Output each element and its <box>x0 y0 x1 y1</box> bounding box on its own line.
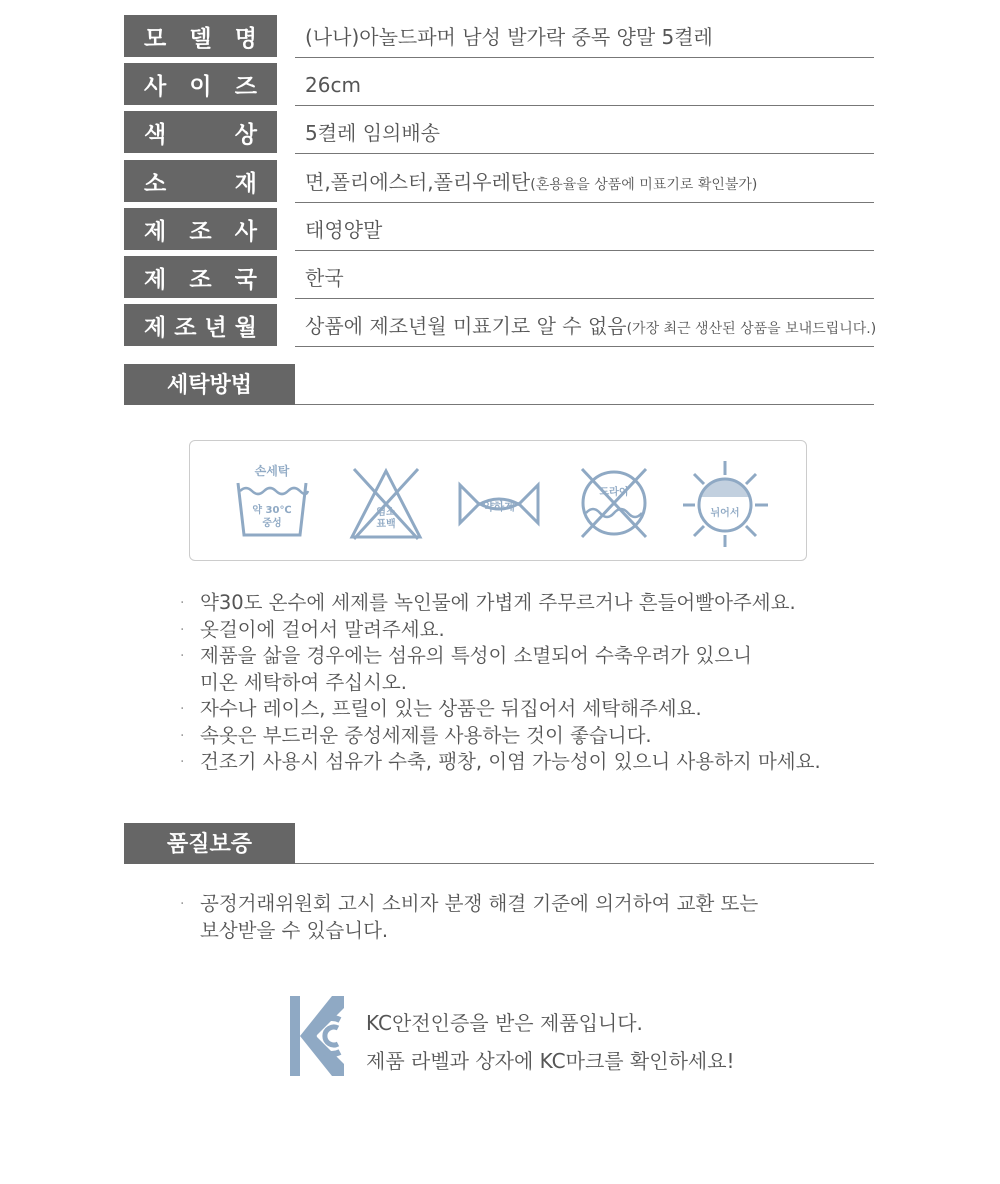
spec-row <box>124 160 874 202</box>
spec-value-text: 한국 <box>305 266 344 290</box>
list-item-text: 제품을 삶을 경우에는 섬유의 특성이 소멸되어 수축우려가 있으니 <box>200 644 752 667</box>
list-item-text: 자수나 레이스, 프릴이 있는 상품은 뒤집어서 세탁해주세요. <box>200 697 702 720</box>
spec-label-char: 제 <box>144 266 167 293</box>
list-item-text: 속옷은 부드러운 중성세제를 사용하는 것이 좋습니다. <box>200 723 652 747</box>
list-item-text: 약30도 온수에 세제를 녹인물에 가볍게 주무르거나 흔들어빨아주세요. <box>200 591 796 614</box>
spec-label <box>124 63 277 105</box>
spec-row <box>124 15 874 57</box>
spec-label <box>124 256 277 298</box>
care-symbols-box <box>189 440 807 561</box>
hand-wash-top-text: 손세탁 <box>254 464 290 478</box>
spec-label-char: 델 <box>189 25 212 52</box>
spec-label-char: 재 <box>234 170 257 197</box>
spec-value-text: 상품에 제조년월 미표기로 알 수 없음 <box>305 314 627 338</box>
spec-label-char: 모 <box>144 25 167 52</box>
spec-row <box>124 256 874 298</box>
spec-label-char: 년 <box>204 314 227 341</box>
spec-label <box>124 15 277 57</box>
gentle-wring-icon <box>456 457 542 545</box>
spec-label-char: 조 <box>189 266 212 293</box>
spec-label-char: 사 <box>234 218 257 245</box>
bullet-dot: · <box>180 595 185 611</box>
spec-value-text: (나나)아놀드파머 남성 발가락 중목 양말 5켤레 <box>305 25 713 49</box>
kc-line-1: KC안전인증을 받은 제품입니다. <box>366 1011 643 1035</box>
spec-value <box>295 15 874 58</box>
quality-title: 품질보증 <box>124 823 295 864</box>
kc-certification-icon <box>288 994 344 1082</box>
spec-value <box>295 208 874 251</box>
bullet-dot: · <box>180 648 185 664</box>
spec-label-char: 이 <box>189 73 212 100</box>
list-item <box>180 891 758 944</box>
no-bleach-top-text: 염소 <box>376 507 396 518</box>
list-item-text: 옷걸이에 걸어서 말려주세요. <box>200 617 445 641</box>
washing-instructions-list <box>180 590 821 776</box>
spec-value-text: 면,폴리에스터,폴리우레탄 <box>305 170 531 194</box>
spec-label-char: 조 <box>189 218 212 245</box>
spec-label-char: 명 <box>234 25 257 52</box>
spec-label-char: 제 <box>144 218 167 245</box>
gentle-wring-text: 약하게 <box>483 500 515 513</box>
spec-label <box>124 111 277 153</box>
bullet-dot: · <box>180 727 185 744</box>
kc-line-2: 제품 라벨과 상자에 KC마크를 확인하세요! <box>366 1049 735 1073</box>
spec-row <box>124 304 877 346</box>
spec-row <box>124 208 874 250</box>
no-bleach-bottom-text: 표백 <box>376 519 396 530</box>
spec-value <box>295 304 877 347</box>
spec-label-char: 즈 <box>234 73 257 100</box>
no-bleach-icon <box>348 457 424 545</box>
list-item <box>180 617 821 644</box>
spec-value-text: 5켤레 임의배송 <box>305 121 441 145</box>
hand-wash-icon <box>234 457 310 545</box>
spec-value-text: 태영양말 <box>305 218 383 242</box>
list-item <box>180 696 821 723</box>
no-dry-clean-icon <box>576 457 652 545</box>
spec-label <box>124 208 277 250</box>
spec-label <box>124 304 277 346</box>
spec-label-char: 상 <box>234 121 257 148</box>
hand-wash-detergent-text: 중성 <box>262 518 282 529</box>
spec-label-char: 국 <box>234 266 257 293</box>
spec-label-char: 월 <box>234 314 257 341</box>
spec-value <box>295 256 874 299</box>
list-item <box>180 749 821 776</box>
spec-row <box>124 111 874 153</box>
spec-row <box>124 63 874 105</box>
quality-section-header <box>124 823 874 864</box>
spec-value <box>295 111 874 154</box>
hand-wash-temp-text: 약 30℃ <box>252 505 292 516</box>
spec-label-char: 색 <box>144 121 167 148</box>
bullet-dot: · <box>180 896 185 912</box>
list-item <box>180 643 821 696</box>
spec-value-note: (가장 최근 생산된 상품을 보내드립니다.) <box>626 321 877 337</box>
quality-guarantee-list <box>180 891 758 944</box>
spec-label-char: 소 <box>144 170 167 197</box>
spec-value-note: (혼용율을 상품에 미표기로 확인불가) <box>530 177 758 193</box>
spec-value <box>295 63 874 106</box>
spec-label-char: 사 <box>144 73 167 100</box>
list-item-text: 보상받을 수 있습니다. <box>200 918 389 942</box>
shade-dry-text: 뉘어서 <box>710 508 740 519</box>
list-item <box>180 590 821 617</box>
list-item <box>180 723 821 750</box>
spec-label <box>124 160 277 202</box>
shade-dry-icon <box>680 457 770 551</box>
washing-section-header <box>124 364 874 405</box>
spec-label-char: 제 <box>144 314 167 341</box>
spec-value-text: 26cm <box>305 73 361 97</box>
bullet-dot: · <box>180 754 185 770</box>
list-item-text: 미온 세탁하여 주십시오. <box>200 670 407 694</box>
spec-label-char: 조 <box>174 314 197 341</box>
list-item-text: 건조기 사용시 섬유가 수축, 팽창, 이염 가능성이 있으니 사용하지 마세요. <box>200 750 821 773</box>
list-item-text: 공정거래위원회 고시 소비자 분쟁 해결 기준에 의거하여 교환 또는 <box>200 892 759 915</box>
bullet-dot: · <box>180 701 185 717</box>
spec-value <box>295 160 874 203</box>
washing-title: 세탁방법 <box>124 364 295 405</box>
no-dry-clean-text: 드라이 <box>599 487 629 498</box>
bullet-dot: · <box>180 621 185 638</box>
